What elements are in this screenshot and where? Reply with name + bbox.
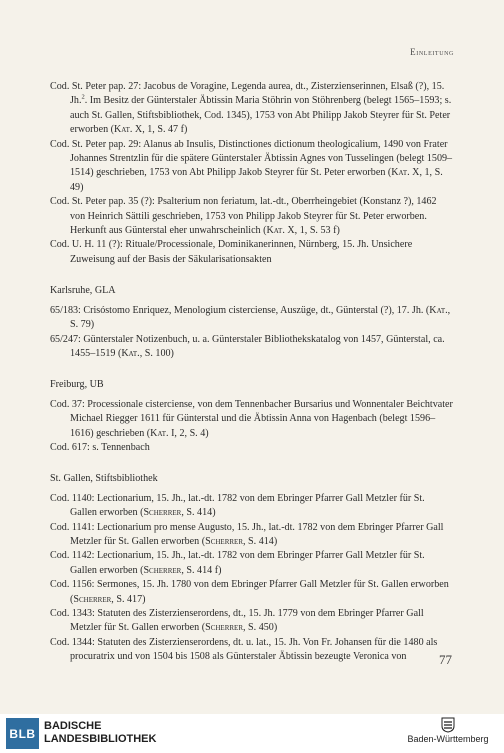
section-heading-st-gallen: St. Gallen, Stiftsbibliothek [50, 473, 158, 485]
catalog-entry: Cod. 1140: Lectionarium, 15. Jh., lat.-dt. 1782 von dem Ebringer Pfarrer Gall Metzler für St. Gallen erworben (Scherrer, S. 414) [50, 492, 425, 519]
section-heading-freiburg: Freiburg, UB [50, 379, 104, 391]
catalog-entry: 65/183: Crisóstomo Enriquez, Menologium cisterciense, Auszüge, dt., Günterstal (?), 17. Jh. (Kat., S. 79) [50, 304, 451, 331]
catalog-entry: Cod. 37: Processionale cisterciense, von dem Tennenbacher Bursarius und Wonnentaler Beichtvater Michael Riegger 1611 für Günterstal und die Äbtissin Anna von Hagenbach (belegt 1596–1616) geschrieben (Kat. I, 2, S. 4) [50, 398, 453, 439]
catalog-entry: 65/247: Günterstaler Notizenbuch, u. a. Günterstaler Bibliothekskatalog von 1457, Günterstal, ca. 1455–1519 (Kat., S. 100) [50, 333, 445, 359]
catalog-entry: Cod. 1344: Statuten des Zisterzienserordens, dt. u. lat., 15. Jh. Von Fr. Johansen für die 1480 als procuratrix und von 1504 bis 1508 als Günterstaler Äbtissin bezeugte Veronica von [50, 636, 438, 663]
state-logo-text: Baden-Württemberg [407, 734, 489, 744]
blb-logo[interactable]: BLB [6, 718, 39, 749]
catalog-entry: Cod. 1142: Lectionarium, 15. Jh., lat.-dt. 1782 von dem Ebringer Pfarrer Gall Metzler für St. Gallen erworben (Scherrer, S. 414 f) [50, 550, 425, 576]
catalog-entry: Cod. 1156: Sermones, 15. Jh. 1780 von dem Ebringer Pfarrer Gall Metzler für St. Gallen erworben (Scherrer, S. 417) [50, 579, 449, 605]
catalog-entry: Cod. St. Peter pap. 27: Jacobus de Voragine, Legenda aurea, dt., Zisterzienserinnen, Elsaß (?), 15. Jh.$^2$. Im Besitz der Günterstaler Äbtissin Maria Stöhrin von Stöhrenberg (belegt 1565–1593; s. auch St. Gallen, Stiftsbibliothek, Cod. 1345), 1753 von Abt Philipp Jakob Steyrer für St. Peter erworben (Kat. X, 1, S. 47 f) [50, 81, 452, 136]
page-content [50, 80, 454, 665]
catalog-entry: Cod. 1343: Statuten des Zisterzienserordens, dt., 15. Jh. 1779 von dem Ebringer Pfarrer Gall Metzler für St. Gallen erworben (Scherrer, S. 450) [50, 608, 424, 634]
library-name: BADISCHE LANDESBIBLIOTHEK [44, 720, 157, 745]
page-number: 77 [439, 652, 452, 667]
catalog-entry: Cod. U. H. 11 (?): Rituale/Processionale, Dominikanerinnen, Nürnberg, 15. Jh. Unsichere Zuweisung auf der Basis der Säkularisationsakten [50, 239, 413, 265]
running-header: Einleitung [410, 47, 454, 57]
footer-bar [0, 714, 504, 753]
section-heading-karlsruhe: Karlsruhe, GLA [50, 285, 116, 297]
catalog-entry: Cod. St. Peter pap. 35 (?): Psalterium non feriatum, lat.-dt., Oberrheingebiet (Konstanz ?), 1462 von Heinrich Sättili geschrieben, 1753 von Philipp Jakob Steyrer für St. Peter erworben. Herkunft aus Günterstal eher unwahrscheinlich (Kat. X, 1, S. 53 f) [50, 196, 437, 237]
catalog-entry: Cod. St. Peter pap. 29: Alanus ab Insulis, Distinctiones dictionum theologicalium, 1490 von Frater Johannes Strentzlin für die spätere Günterstaler Äbtissin Agnes von Tusselingen (belegt 1509–1514) geschrieben, 1753 von Abt Philipp Jakob Steyrer für St. Peter erworben (Kat. X, 1, S. 49) [50, 138, 453, 193]
catalog-entry: Cod. 617: s. Tennenbach [50, 441, 150, 453]
baden-wuerttemberg-logo[interactable] [398, 717, 498, 751]
catalog-entry: Cod. 1141: Lectionarium pro mense Augusto, 15. Jh., lat.-dt. 1782 von dem Ebringer Pfarrer Gall Metzler für St. Gallen erworben (Scherrer, S. 414) [50, 521, 444, 547]
coat-of-arms-icon [441, 717, 455, 733]
